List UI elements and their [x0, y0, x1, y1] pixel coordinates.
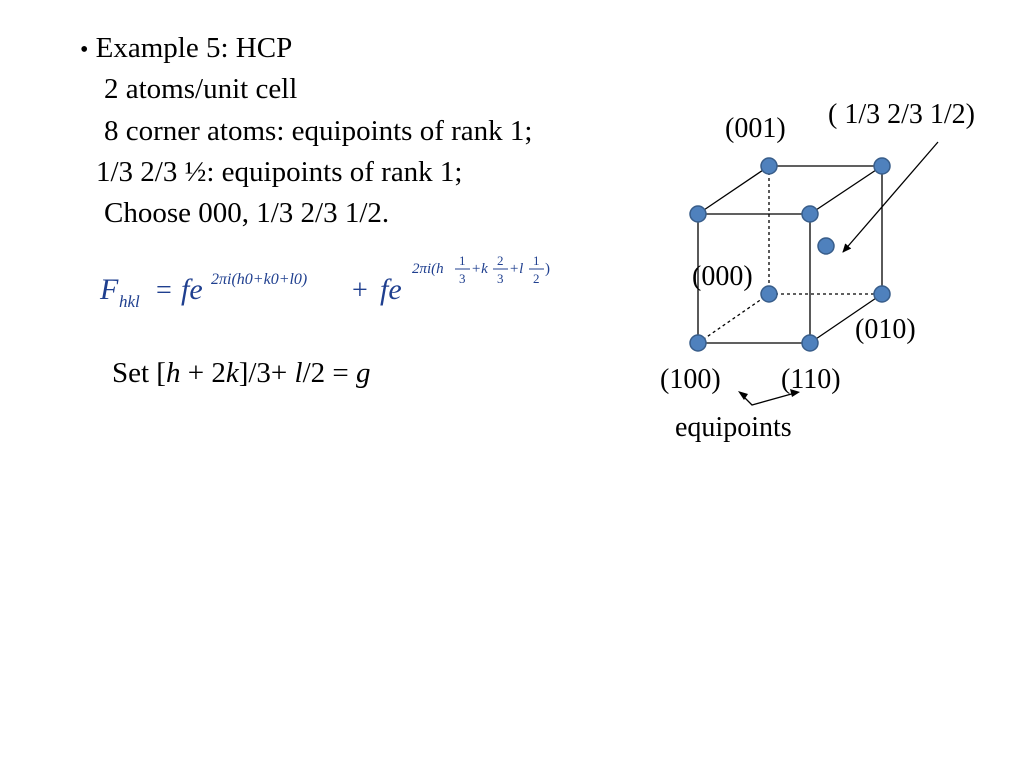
formula-term2: fe: [380, 273, 402, 306]
edge-top-right-depth: [810, 166, 882, 214]
formula-exp2-close: ): [545, 261, 550, 277]
atom-111: [802, 206, 818, 222]
set-h: h: [165, 357, 181, 389]
atom-101: [690, 206, 706, 222]
frac3-numerator: 1: [533, 253, 540, 268]
set-mid: + 2: [180, 357, 226, 389]
set-k: k: [225, 357, 239, 389]
frac2-denominator: 3: [497, 271, 504, 286]
atom-011: [874, 158, 890, 174]
set-after-l: /2 =: [302, 357, 357, 389]
title-text: Example 5: HCP: [95, 32, 293, 64]
atoms-per-cell-line: 2 atoms/unit cell: [104, 73, 298, 105]
frac2-numerator: 2: [497, 253, 504, 268]
formula-equals: =: [156, 275, 172, 306]
atom-100: [690, 335, 706, 351]
formula-term1: fe: [181, 273, 203, 306]
set-g: g: [356, 357, 371, 389]
atom-110: [802, 335, 818, 351]
formula-exponent1: 2πi(h0+k0+l0): [211, 271, 308, 288]
formula-plus: +: [352, 275, 368, 306]
frac1-denominator: 3: [459, 271, 466, 286]
set-prefix: Set [: [112, 357, 166, 389]
label-000: (000): [692, 261, 753, 292]
formula-exp2-l: +l: [509, 261, 524, 277]
label-001: (001): [725, 113, 786, 144]
formula-f: F: [100, 273, 119, 306]
formula-exp2-prefix: 2πi(h: [412, 261, 444, 277]
frac1-numerator: 1: [459, 253, 466, 268]
hidden-edge-bottom-left-depth: [698, 294, 769, 343]
set-after-k: ]/3+: [238, 357, 295, 389]
atom-001: [761, 158, 777, 174]
label-110: (110): [781, 364, 841, 395]
bullet-icon: •: [80, 37, 89, 63]
center-atom-line: 1/3 2/3 ½: equipoints of rank 1;: [96, 156, 463, 188]
atom-010: [874, 286, 890, 302]
label-100: (100): [660, 364, 721, 395]
atom-000: [761, 286, 777, 302]
formula-f-subscript: hkl: [119, 292, 140, 311]
label-center-atom: ( 1/3 2/3 1/2): [828, 99, 975, 130]
label-equipoints: equipoints: [675, 412, 792, 443]
label-010: (010): [855, 314, 916, 345]
frac3-denominator: 2: [533, 271, 540, 286]
edge-top-left-depth: [698, 166, 769, 214]
set-l: l: [294, 357, 303, 389]
formula-exp2-k: +k: [471, 261, 488, 277]
atom-center: [818, 238, 834, 254]
corner-atoms-line: 8 corner atoms: equipoints of rank 1;: [104, 115, 533, 147]
center-atom-arrow: [843, 142, 938, 252]
choose-line: Choose 000, 1/3 2/3 1/2.: [104, 197, 390, 229]
